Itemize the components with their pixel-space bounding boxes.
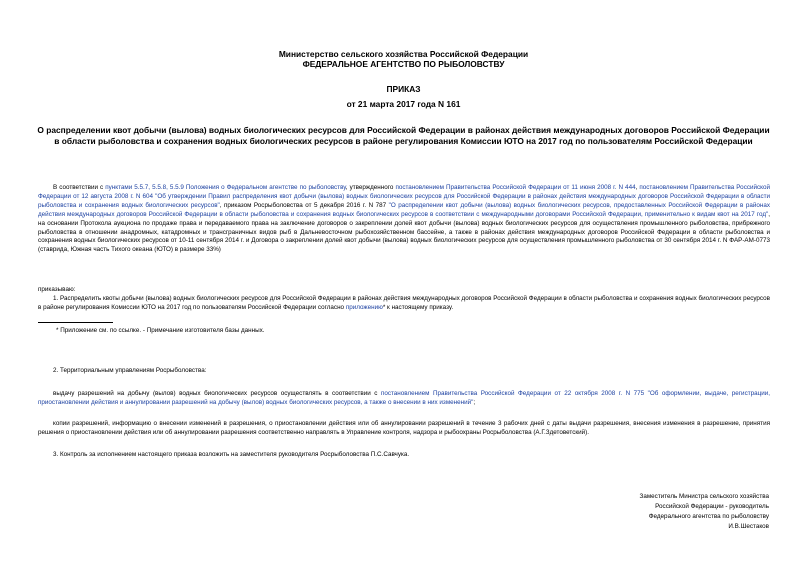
clause-2-permits-text: выдачу разрешений на добычу (вылов) водных биологических ресурсов осуществлять в соответствии с [53, 390, 381, 397]
order-word: приказываю: [38, 286, 76, 293]
link-agency-regulation[interactable]: пунктами 5.5.7, 5.5.8, 5.5.9 Положения о Федеральном агентстве по рыболовству [105, 184, 346, 191]
preamble-text-4: , приказом Росрыболовства от 5 декабря 2016 г. N 787 [219, 201, 389, 209]
document-title: О распределении квот добычи (вылова) водных биологических ресурсов для Российской Федерации в районах действия международных договоров Российской Федерации в области рыболовства и сохранения водных биологических ресурсов в районе регулирования Комиссии ЮТО на 2017 год по пользователям Российской Федерации [37, 125, 770, 146]
footnote: * Приложение см. по ссылке. - Примечание изготовителя базы данных. [56, 327, 265, 334]
clause-2-permits-end: ; [473, 398, 476, 406]
signature-name: И.В.Шестаков [728, 523, 769, 530]
preamble-paragraph [38, 184, 770, 255]
clause-2-permits [38, 390, 770, 408]
footnote-divider [38, 322, 113, 323]
link-resolution-775[interactable]: постановлением Правительства Российской Федерации от 22 октября 2008 г. N 775 "Об оформлении, выдаче, регистрации, приостановлении действия и аннулировании разрешений на добычу (вылов) водных биологических ресурсов, а также о внесении в них изменений" [38, 390, 770, 406]
clause-2: 2. Территориальным управлениям Росрыболовства: [53, 367, 207, 374]
preamble-text-2: , утвержденного [345, 184, 396, 191]
link-order-787[interactable]: "О распределении квот добычи (вылова) водных биологических ресурсов, предоставленных Российской Федерации в районах действия международных договоров Российской Федерации в области рыболовства и сохранения водных биологических ресурсов в соответствии с международными договорами Российской Федерации, применительно к видам квот на 2017 год" [38, 201, 770, 218]
document-type: ПРИКАЗ [386, 84, 421, 94]
clause-1 [38, 295, 770, 313]
preamble-text-3: , [635, 184, 640, 191]
link-resolution-604[interactable]: постановлением Правительства Российской Федерации от 12 августа 2008 г. N 604 "Об утверждении Правил распределения квот добычи (вылова) водных биологических ресурсов для Российской Федерации в районах действия международных договоров Российской Федерации в области рыболовства и сохранения водных биологических ресурсов" [38, 184, 771, 209]
signature-block [509, 492, 769, 532]
clause-1-text: 1. Распределить квоты добычи (вылова) водных биологических ресурсов для Российской Федерации в районах действия международных договоров Российской Федерации в области рыболовства и сохранения водных биологических ресурсов в районе регулирования Комиссии ЮТО на 2017 год по пользователям Российской Федерации согласно [38, 295, 770, 311]
signature-line-3: Федерального агентства по рыболовству [648, 513, 769, 520]
link-resolution-444[interactable]: постановлением Правительства Российской Федерации от 11 июня 2008 г. N 444 [395, 184, 636, 191]
document-date-number: от 21 марта 2017 года N 161 [346, 99, 461, 109]
signature-line-1: Заместитель Министра сельского хозяйства [639, 493, 769, 500]
link-appendix[interactable]: приложению [345, 303, 383, 311]
signature-line-2: Российской Федерации - руководитель [655, 503, 769, 510]
ministry-name: Министерство сельского хозяйства Российской Федерации [278, 49, 529, 59]
agency-name: ФЕДЕРАЛЬНОЕ АГЕНТСТВО ПО РЫБОЛОВСТВУ [302, 59, 505, 69]
clause-3: 3. Контроль за исполнением настоящего приказа возложить на заместителя руководителя Росрыболовства П.С.Савчука. [53, 451, 410, 458]
preamble-text-1: В соответствии с [53, 184, 106, 191]
clause-1-text-end: * к настоящему приказу. [382, 303, 454, 311]
preamble-text-5: , на основании Протокола аукциона по продаже права и передаваемого права на заключение договоров о закреплении долей квот добычи (вылова) водных биологических ресурсов для осуществления промышленного рыболовства, прибрежного рыболовства в отношении анадромных, катадромных и трансграничных видов рыб в Дальневосточном рыбохозяйственном бассейне, а также в районах действия международных договоров Российской Федерации в области рыболовства и сохранения водных биологических ресурсов от 10-11 сентября 2014 г. и Договора о закреплении долей квот добычи (вылова) водных биологических ресурсов для осуществления промышленного рыболовства от 30 сентября 2014 г. N ФАР-АМ-0773 (ставрида, Южная часть Тихого океана (ЮТО) в размере 33%) [38, 210, 770, 254]
clause-2-copies: копии разрешений, информацию о внесении изменений в разрешения, о приостановлении действия или об аннулировании разрешений в течение 3 рабочих дней с даты выдачи разрешения, внесения изменения в разрешение, принятия решения о приостановлении действия или об аннулировании разрешения соответственно направлять в Управление контроля, надзора и рыбоохраны Росрыболовства (А.Г.Здетоветский). [38, 420, 770, 436]
